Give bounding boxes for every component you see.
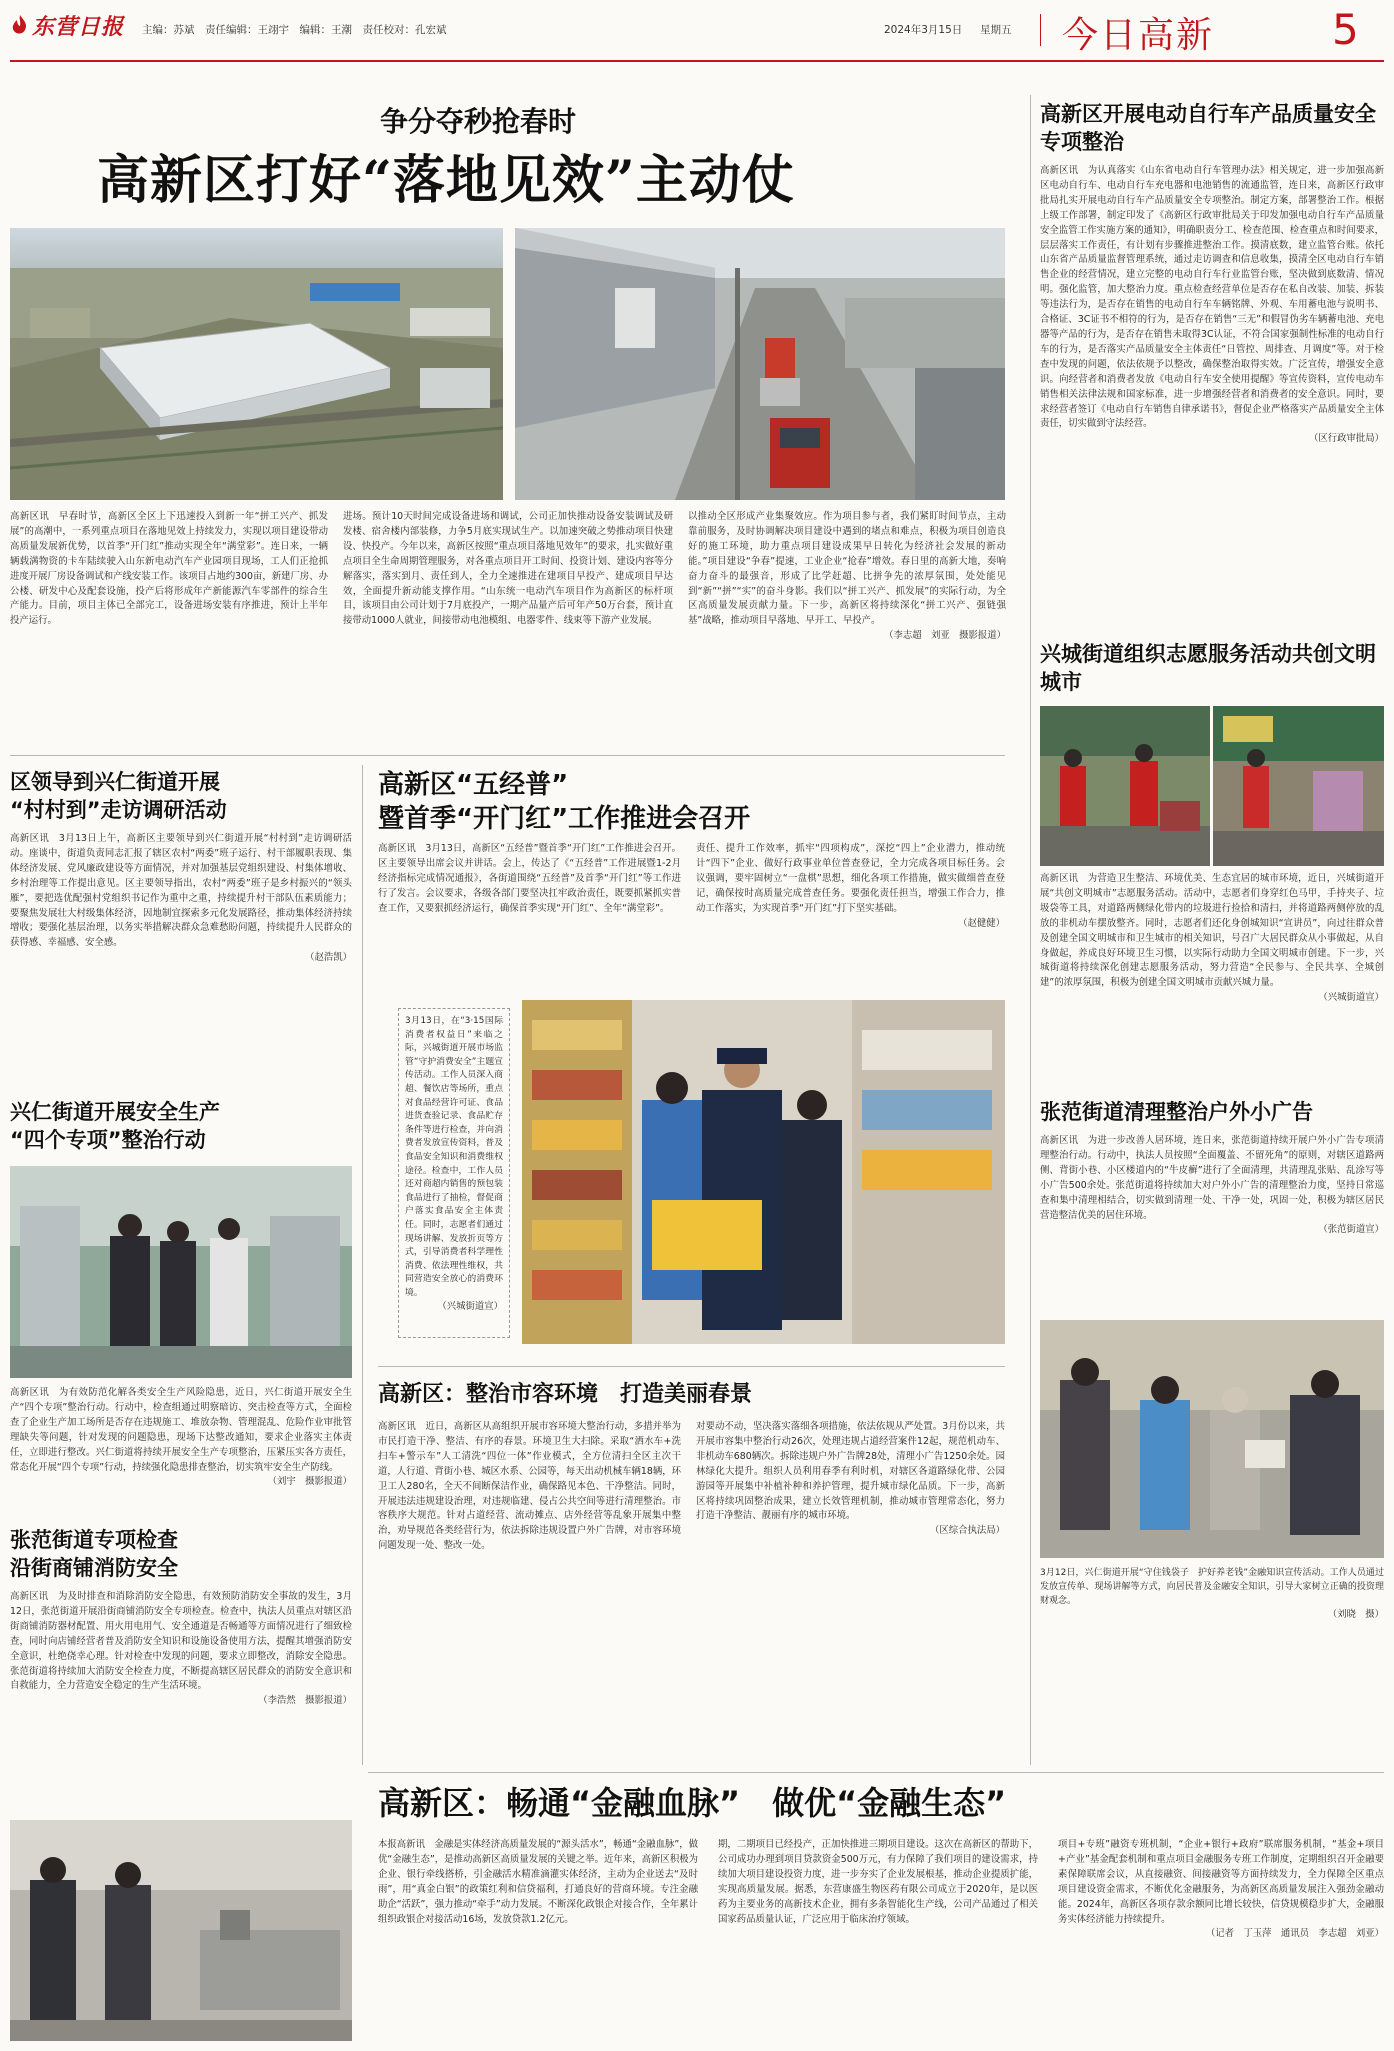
lead-headline: 高新区打好“落地见效”主动仗 [97, 150, 795, 211]
lead-body-col1: 高新区讯 早春时节，高新区全区上下迅速投入到新一年“拼工兴产、抓发展”的高潮中，一系列重点项目在落地见效上持续发力，实现以项目建设带动高质量发展新优势，以首季“开门红”推动实现全年“满堂彩”。连日来，一辆辆载满物资的卡车陆续驶入山东新电动汽车产业园项目现场，工人们正抢抓进度开展厂房设备调试和产线安装工作。该项目占地约300亩，新建厂房、办公楼、研发中心及配套设施，投产后将形成年产新能源汽车零部件的综合生产能力。目前，项目主体已全部完工，设备进场安装有序推进，预计上半年投产运行。 [10, 511, 328, 627]
finance-byline: （记者 丁玉萍 通讯员 李志超 刘亚） [1205, 1928, 1384, 1940]
left-column-top-rule [10, 755, 1005, 756]
shirong-body-col1: 高新区讯 近日，高新区从高组织开展市容环境大整治行动，多措并举为市民打造干净、整洁、有序的春景。环境卫生大扫除。采取“洒水车+洗扫车+警示车”人工清洗“四位一体”作业模式，全方位清扫全区主次干道，人行道、背街小巷、城区水系、公园等，每天出动机械车辆18辆，环卫工人280名，全天不间断保洁作业，确保路见本色、干净整洁。同时，开展违法违规建设治理，对违规临建、侵占公共空间等进行清理整治。市容秩序大规范。针对占道经营、流动摊点、店外经营等乱象开展集中整治，劝导规范各类经营行为，依法拆除违规设置户外广告牌，对市容环境问题发现一处、整改一处。 [378, 1421, 681, 1552]
finance-top-rule [368, 1772, 1384, 1773]
xingcheng-byline: （兴城街道宣） [1318, 992, 1384, 1004]
flame-logo-icon [10, 14, 30, 36]
right-column-divider [1030, 95, 1031, 1765]
aerial-factory-photo [10, 228, 503, 500]
wujingpu-byline: （赵健健） [958, 917, 1005, 929]
xingren-safety-headline-line1: 兴仁街道开展安全生产 [10, 1100, 220, 1124]
section-title: 今日高新 [1062, 15, 1215, 56]
finance-body-col1: 本报高新讯 金融是实体经济高质量发展的“源头活水”，畅通“金融血脉”，做优“金融生态”，是推动高新区高质量发展的关键之举。近年来，高新区积极为企业、银行牵线搭桥，引金融活水精准滴灌实体经济，主动为企业送去“及时雨”，用“真金白银”的政策红利和信贷福利，打通良好的营商环境。专注金融助企“活跃”，强力推动“牵手”动力发展。不断深化政银企对接合作，全年累计组织政银企对接活动16场，发放贷款1.2亿元。 [378, 1839, 698, 1925]
shirong-top-rule [378, 1366, 1005, 1367]
issue-weekday: 星期五 [980, 24, 1012, 36]
xingren-safety-headline-line2: “四个专项”整治行动 [10, 1128, 206, 1152]
wujingpu-headline-line1: 高新区“五经普” [378, 770, 569, 800]
finance-education-photo [1040, 1320, 1384, 1558]
xingcheng-body: 高新区讯 为营造卫生整洁、环境优美、生态宜居的城市环境，近日，兴城街道开展“共创文明城市”志愿服务活动。活动中，志愿者们身穿红色马甲，手持夹子、垃圾袋等工具，对道路两侧绿化带内的垃圾进行捡拾和清扫，并将道路两侧停放的乱放的非机动车摆放整齐。同时，志愿者们还化身创城知识“宣讲员”，向过往群众普及创建全国文明城市和卫生城市的相关知识，号召广大居民群众从小事做起，从自身做起，养成良好环境卫生习惯，以实际行动助力全国文明城市创建。下一步，兴城街道将持续深化创建志愿服务活动，努力营造“全民参与、全民共享、全城创建”的浓厚氛围，积极为创建全国文明城市贡献兴城力量。 [1040, 873, 1384, 989]
fire-inspection-photo [10, 1820, 352, 2041]
safety-inspection-photo [10, 1166, 352, 1378]
wujingpu-headline-line2: 暨首季“开门红”工作推进会召开 [378, 804, 751, 834]
wujingpu-body-col2: 责任、提升工作效率，抓牢“四项构成”，深挖“四上”企业潜力，推动统计“四下”企业、做好行政事业单位普查登记，全力完成各项目标任务。会议强调，要牢固树立“一盘棋”思想，细化各项工作措施，做实做细普查登记，确保按时高质量完成普查任务。要强化责任担当，增强工作合力，推动工作落实，为实现首季“开门红”打下坚实基础。 [696, 843, 1005, 914]
district-headline-line2: “村村到”走访调研活动 [10, 798, 227, 822]
finance-headline: 高新区：畅通“金融血脉” 做优“金融生态” [378, 1784, 1007, 1822]
finance-photo-caption: 3月12日，兴仁街道开展“守住钱袋子 护好养老钱”金融知识宣传活动。工作人员通过发放宣传单、现场讲解等方式，向居民普及金融安全知识，引导大家树立正确的投资理财观念。 [1040, 1568, 1384, 1606]
logo-text: 东营日报 [32, 14, 125, 40]
shirong-body-col2: 对要动不动，坚决落实落细各项措施，依法依规从严处置。3月份以来，共开展市容集中整治行动26次，处理违规占道经营案件12起，规范机动车、非机动车680辆次。拆除违规户外广告牌28处，清理小广告1250余处。园林绿化大提升。组织人员利用春季有利时机，对辖区各道路绿化带、公园游园等开展集中补植补种和养护管理，提升城市绿化品质。下一步，高新区将持续巩固整治成果，建立长效管理机制，推动城市管理常态化，努力打造干净整洁、靓丽有序的城市环境。 [696, 1421, 1005, 1522]
newspaper-logo [10, 10, 128, 42]
zhangfan-ads-body: 高新区讯 为进一步改善人居环境，连日来，张范街道持续开展户外小广告专项清理整治行动。行动中，执法人员按照“全面覆盖、不留死角”的原则，对辖区道路两侧、背街小巷、小区楼道内的“牛皮癣”进行了全面清理，共清理乱张贴、乱涂写等小广告500余处。张范街道将持续加大对户外小广告的清理整治力度，坚持日常巡查和集中清理相结合，切实做到清理一处、干净一处，巩固一处，积极为辖区居民营造整洁优美的居住环境。 [1040, 1135, 1384, 1221]
issue-date: 2024年3月15日 [884, 24, 963, 36]
zhangfan-ads-byline: （张范街道宣） [1318, 1224, 1384, 1236]
masthead [10, 0, 1384, 56]
lead-kicker: 争分夺秒抢春时 [380, 105, 577, 138]
consumer-rights-byline: （兴城街道宣） [437, 1301, 503, 1313]
zhangfan-fire-headline-line2: 沿街商铺消防安全 [10, 1556, 178, 1580]
shirong-byline: （区综合执法局） [929, 1525, 1005, 1537]
volunteer-photo-left [1040, 706, 1210, 866]
consumer-rights-textbox [398, 1008, 510, 1338]
finance-photo-credit: （刘晓 摄） [1327, 1609, 1384, 1620]
zhangfan-fire-headline-line1: 张范街道专项检查 [10, 1528, 178, 1552]
volunteer-photo-right [1213, 706, 1384, 866]
xingcheng-headline: 兴城街道组织志愿服务活动共创文明城市 [1040, 642, 1376, 694]
page-number: 5 [1332, 5, 1359, 54]
zhangfan-fire-byline: （李浩然 摄影报道） [258, 1695, 352, 1707]
district-headline-line1: 区领导到兴仁街道开展 [10, 770, 220, 794]
masthead-divider [1040, 14, 1041, 46]
shirong-headline: 高新区：整治市容环境 打造美丽春景 [378, 1382, 753, 1407]
masthead-rule [10, 60, 1384, 62]
lead-body-col2: 进场。预计10天时间完成设备进场和调试，公司正加快推动设备安装调试及研发楼、宿舍楼内部装修，力争5月底实现试生产。以加速突破之势推动项目快建设、快投产。今年以来，高新区按照“重点项目落地见效年”的要求，扎实做好重点项目全生命周期管理服务，对各重点项目开工时间、投资计划、建设内容等分解落实，落实到月、责任到人，全力全速推进在建项目早投产、建成项目早达效，全面提升新动能支撑作用。“山东统一电动汽车项目作为高新区的标杆项目，该项目由公司计划于7月底投产，一期产品量产后可年产50万台套，预计直接带动1000人就业，间接带动电池模组、电器零件、线束等下游产业发展。 [343, 511, 673, 627]
consumer-rights-text: 3月13日，在“3·15国际消费者权益日”来临之际，兴城街道开展市场监管“守护消费安全”主题宣传活动。工作人员深入商超、餐饮店等场所，重点对食品经营许可证、食品进货查验记录、食品贮存条件等进行检查，并向消费者发放宣传资料，普及食品安全知识和消费维权途径。检查中，工作人员还对商超内销售的预包装食品进行了抽检，督促商户落实食品安全主体责任。同时，志愿者们通过现场讲解、发放折页等方式，引导消费者科学理性消费、依法理性维权，共同营造安全放心的消费环境。 [405, 1016, 503, 1298]
xingren-safety-byline: （刘宇 摄影报道） [267, 1476, 352, 1488]
finance-body-col2: 期，二期项目已经投产，正加快推进三期项目建设。这次在高新区的帮助下，公司成功办理到项目贷款资金500万元，有力保障了我们项目的建设需求，持续加大项目建设投资力度，进一步夯实了企业发展根基，推动企业提质扩能，实现高质量发展。据悉，东营康盛生物医药有限公司成立于2020年，是以医药为主要业务的高新技术企业，拥有多条智能化生产线，公司产品通过了相关国家药品质量认证，广泛应用于临床治疗领域。 [718, 1839, 1038, 1925]
district-byline: （赵浩凯） [305, 952, 352, 964]
ev-byline: （区行政审批局） [1308, 433, 1384, 445]
zhangfan-ads-headline: 张范街道清理整治户外小广告 [1040, 1100, 1313, 1124]
left-column-divider [362, 765, 363, 1765]
lead-body-col3: 以推动全区形成产业集聚效应。作为项目参与者，我们紧盯时间节点，主动靠前服务，及时协调解决项目建设中遇到的堵点和难点，积极为项目创造良好的施工环境，助力重点项目建设成果早日转化为经济社会发展的新动能。”项目建设“争春”提速，工业企业“抢春”增效。春日里的高新大地，奏响奋力奋斗的最强音，形成了比学赶超、比拼争先的浓厚氛围，处处能见到“新”“拼”“实”的奋斗身影。我们以“拼工兴产、抓发展”的实际行动，为全区高质量发展贡献力量。下一步，高新区将持续深化“拼工兴产、强链强基”战略，推动项目早落地、早开工、早投产。 [688, 511, 1006, 627]
ev-body: 高新区讯 为认真落实《山东省电动自行车管理办法》相关规定，进一步加强高新区电动自行车、电动自行车充电器和电池销售的流通监管，连日来，高新区行政审批局扎实开展电动自行车产品质量安全专项整治。制定方案，部署整治工作。根据上级工作部署，制定印发了《高新区行政审批局关于印发加强电动自行车产品质量安全监管工作实施方案的通知》，明确职责分工、检查范围、检查重点和时间要求，层层落实工作责任，有计划有步骤推进整治工作。摸清底数，建立监管台账。依托山东省产品质量监督管理系统，通过走访调查和信息收集，摸清全区电动自行车销售企业的经营情况，建立完整的电动自行车行业监管台账，坚决做到底数清、情况明。强化监管，加大整治力度。重点检查经营单位是否存在私自改装、加装、拆装等违法行为，是否存在销售的电动自行车车辆铭牌、外观、车用蓄电池与说明书、合格证、3C证书不相符的行为，是否存在销售“三无”和假冒伪劣车辆蓄电池、充电器等产品的行为，是否存在销售未取得3C认证，不符合国家强制性标准的电动自行车的行为，是否落实产品质量安全主体责任“日管控、周排查、月调度”等。对于检查中发现的问题，依法依规予以整改，确保整治取得实效。广泛宣传，增强安全意识。向经营者和消费者发放《电动自行车安全使用提醒》等宣传资料，宣传电动车销售相关法律法规和国家标准，进一步增强经营者和消费者的安全意识。同时，要求经营者签订《电动自行车销售自律承诺书》，督促企业严格落实产品质量安全主体责任，切实做到守法经营。 [1040, 165, 1384, 430]
truck-delivery-photo [515, 228, 1005, 500]
ev-headline: 高新区开展电动自行车产品质量安全专项整治 [1040, 102, 1376, 154]
zhangfan-fire-body: 高新区讯 为及时排查和消除消防安全隐患，有效预防消防安全事故的发生，3月12日，张范街道开展沿街商铺消防安全专项检查。检查中，执法人员重点对辖区沿街商铺消防器材配置、用火用电用气、安全通道是否畅通等方面情况进行了细致检查，同时向店铺经营者普及消防安全知识和设施设备使用方法，提醒其增强消防安全意识，杜绝侥幸心理。针对检查中发现的问题，要求立即整改，消除安全隐患。张范街道将持续加大消防安全检查力度，不断提高辖区居民群众的消防安全意识和自救能力，全力营造安全稳定的生产生活环境。 [10, 1591, 352, 1692]
finance-body-col3: 项目+专班”融资专班机制，“企业+银行+政府”联席服务机制，“基金+项目+产业”基金配套机制和重点项目金融服务专班工作制度，定期组织召开金融要素保障联席会议，从直接融资、间接融资等方面持续发力，全力保障全区重点项目建设资金需求，不断优化金融服务，为高新区高质量发展注入强劲金融动能。2024年，高新区各项存款余额同比增长较快，信贷规模稳步扩大，金融服务实体经济能力持续提升。 [1058, 1839, 1384, 1925]
masthead-credits: 主编：苏斌 责任编辑：王翊宇 编辑：王潮 责任校对：孔宏斌 [142, 24, 447, 36]
supermarket-inspection-photo [522, 1000, 1005, 1344]
wujingpu-body-col1: 高新区讯 3月13日，高新区“五经普”暨首季“开门红”工作推进会召开。区主要领导出席会议并讲话。会上，传达了《“五经普”工作进展暨1-2月经济指标完成情况通报》，各街道围绕“五经普”及首季“开门红”等工作进行了发言。会议要求，各级各部门要坚决扛牢政治责任，既要抓紧抓实普查工作，又要狠抓经济运行，确保首季实现“开门红”、全年“满堂彩”。 [378, 843, 681, 914]
xingren-safety-body: 高新区讯 为有效防范化解各类安全生产风险隐患，近日，兴仁街道开展安全生产“四个专项”整治行动。行动中，检查组通过明察暗访、突击检查等方式，全面检查了企业生产加工场所是否存在违规施工、堆放杂物、管理混乱、危险作业审批管理缺失等问题，针对发现的问题隐患，现场下达整改通知，要求企业落实主体责任，立即进行整改。兴仁街道将持续开展安全生产专项整治，压紧压实各方责任，常态化开展“四个专项”行动，持续强化隐患排查整治，切实筑牢安全生产防线。 [10, 1387, 352, 1473]
district-body: 高新区讯 3月13日上午，高新区主要领导到兴仁街道开展“村村到”走访调研活动。座谈中，街道负责同志汇报了辖区农村“两委”班子运行、村干部履职表现、集体经济发展、党风廉政建设等方面情况，并对加强基层党组织建设、村集体增收、乡村治理等工作提出意见。区主要领导指出，农村“两委”班子是乡村振兴的“领头雁”，要把选优配强村党组织书记作为重中之重，持续提升村干部队伍素质能力；要聚焦发展壮大村级集体经济，因地制宜探索多元化发展路径，推动集体经济持续增收；要强化基层治理，以务实举措解决群众急难愁盼问题，持续提升人民群众的获得感、幸福感、安全感。 [10, 833, 352, 949]
lead-byline: （李志超 刘亚 摄影报道） [884, 630, 1006, 642]
